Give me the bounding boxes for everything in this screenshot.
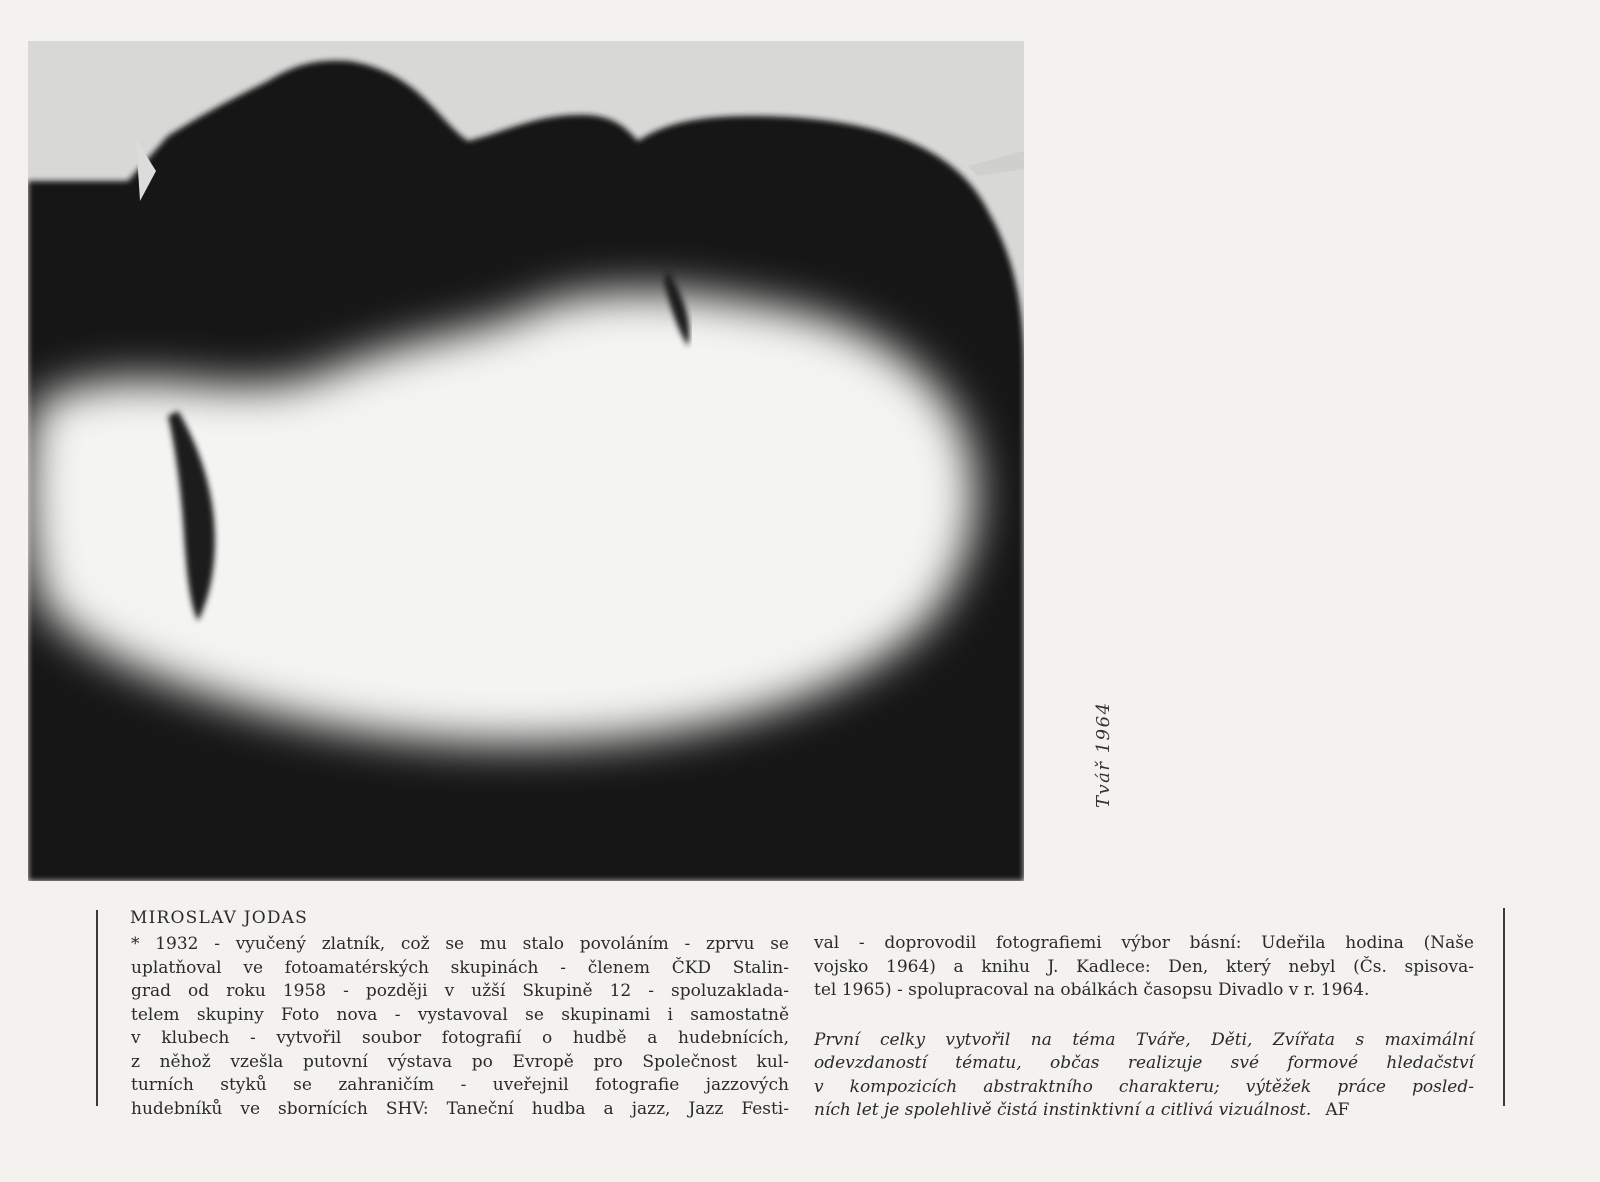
- right-rule: [1503, 908, 1505, 1106]
- assessment-paragraph: [814, 1029, 1474, 1123]
- photo-caption-text: Tvář 1964: [1093, 701, 1114, 808]
- bio-line: turních styků se zahraničím - uveřejnil fotografie jazzových: [131, 1075, 789, 1095]
- bio-line: tel 1965) - spolupracoval na obálkách časopsu Divadlo v r. 1964.: [814, 980, 1370, 1000]
- bio-paragraph: [814, 932, 1474, 1003]
- author-name: MIROSLAV JODAS: [130, 908, 309, 928]
- assessment-line: První celky vytvořil na téma Tváře, Děti, Zvířata s maximální: [814, 1029, 1474, 1050]
- left-rule: [96, 910, 98, 1106]
- bio-line: grad od roku 1958 - později v užší Skupině 12 - spoluzaklada-: [131, 981, 789, 1001]
- bio-line: hudebníků ve sbornících SHV: Taneční hudba a jazz, Jazz Festi-: [131, 1098, 789, 1119]
- bio-line: telem skupiny Foto nova - vystavoval se skupinami i samostatně: [131, 1004, 789, 1025]
- photo-face-silhouette: [28, 41, 1024, 881]
- photograph: [28, 41, 1024, 881]
- author-signature: AF: [1325, 1100, 1350, 1120]
- bio-line: vojsko 1964) a knihu J. Kadlece: Den, který nebyl (Čs. spisova-: [814, 956, 1474, 977]
- biography-column-right: [814, 932, 1474, 1123]
- bio-line: v klubech - vytvořil soubor fotografií o hudbě a hudebnících,: [131, 1028, 789, 1048]
- bio-line: * 1932 - vyučený zlatník, což se mu stalo povoláním - zprvu se: [131, 934, 789, 954]
- biography-column-left: [131, 933, 789, 1121]
- assessment-line: v kompozicích abstraktního charakteru; výtěžek práce posled-: [814, 1076, 1474, 1097]
- assessment-line: odevzdaností tématu, občas realizuje své formové hledačství: [814, 1053, 1474, 1073]
- bio-line: uplatňoval ve fotoamatérských skupinách - členem ČKD Stalin-: [131, 957, 789, 978]
- bio-line: z něhož vzešla putovní výstava po Evropě pro Společnost kul-: [131, 1051, 789, 1072]
- bio-line: val - doprovodil fotografiemi výbor básní: Udeřila hodina (Naše: [814, 933, 1474, 953]
- assessment-line: [814, 1099, 1474, 1123]
- assessment-line-text: ních let je spolehlivě čistá instinktivní a citlivá vizuálnost.: [814, 1100, 1312, 1120]
